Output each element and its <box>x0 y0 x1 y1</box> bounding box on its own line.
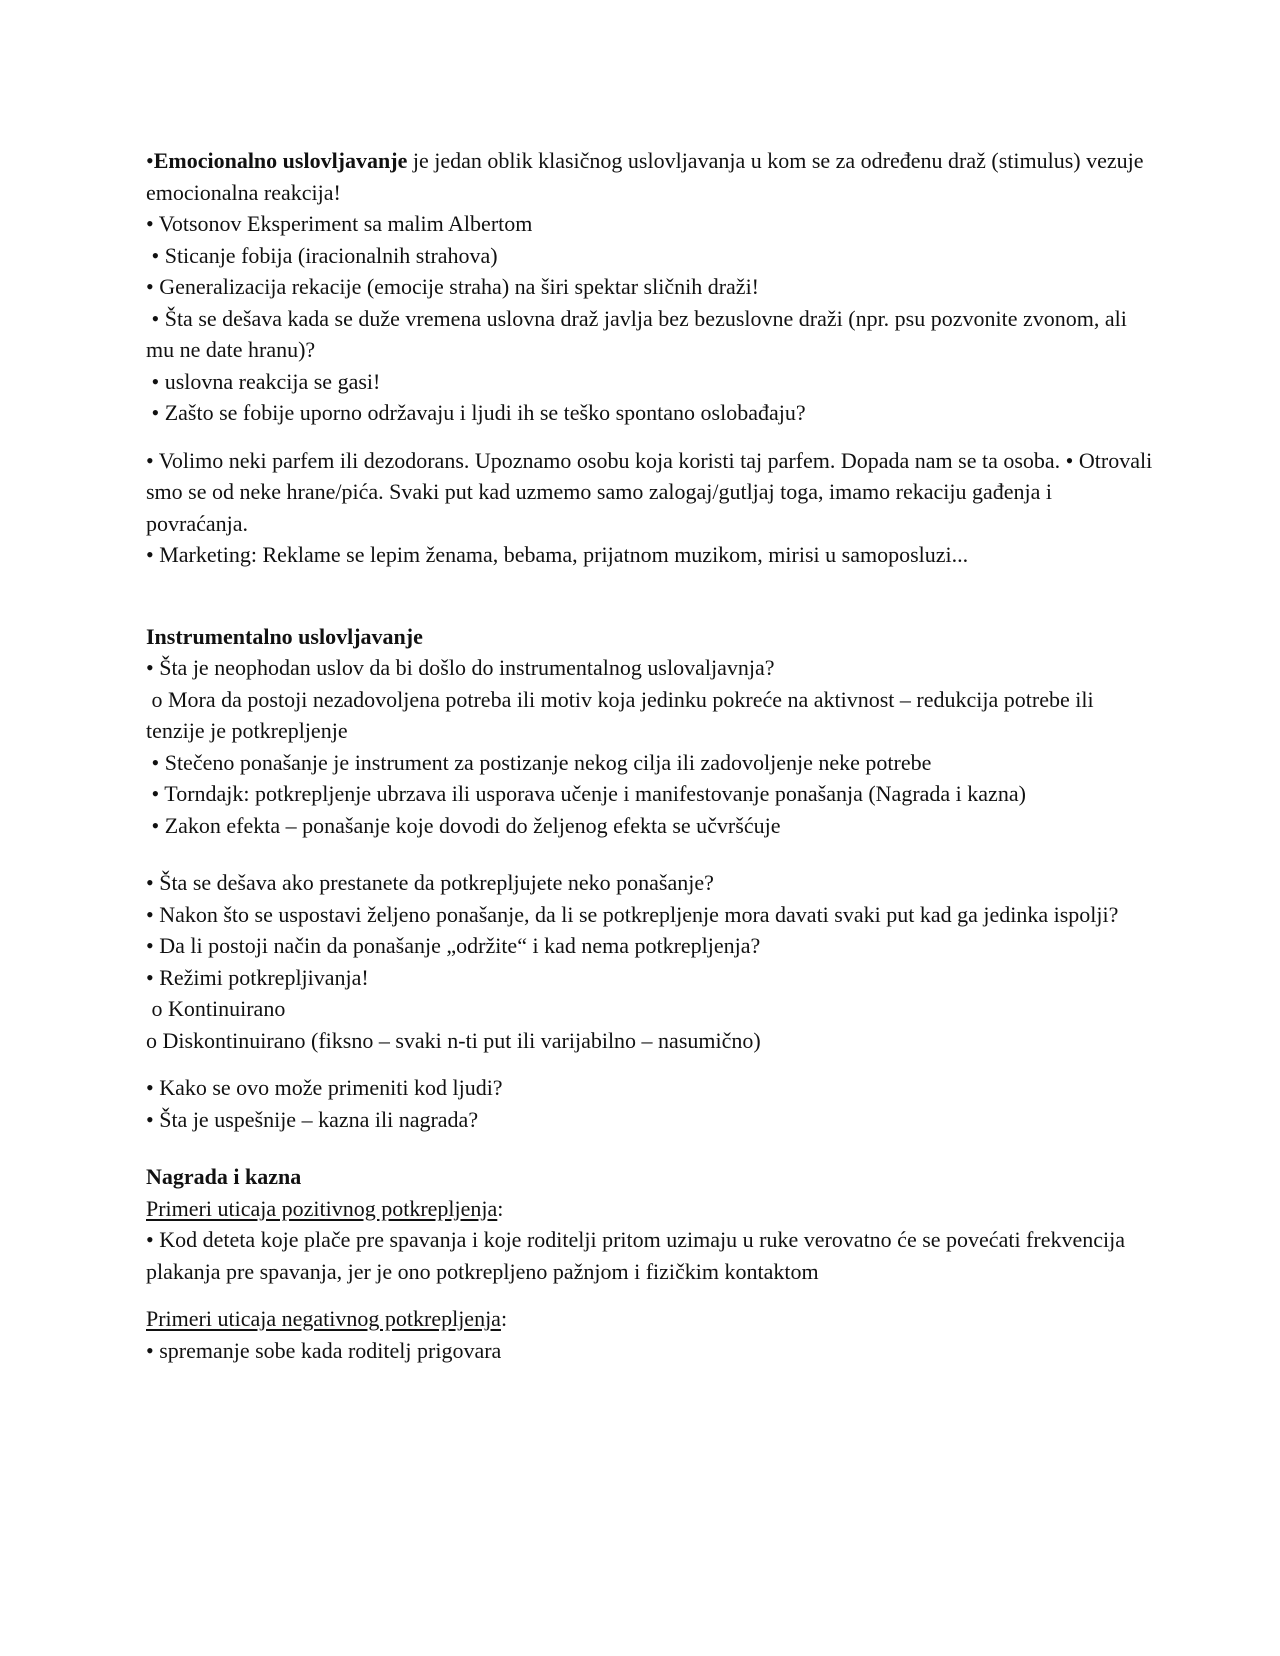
list-item: • Zašto se fobije uporno održavaju i ljudi ih se teško spontano oslobađaju? <box>146 400 806 425</box>
section-heading: Nagrada i kazna <box>146 1164 302 1189</box>
intro-paragraph <box>146 145 1156 208</box>
document-page <box>146 145 1156 1366</box>
list-item: • Zakon efekta – ponašanje koje dovodi do željenog efekta se učvršćuje <box>146 812 781 838</box>
list-item: • Režimi potkrepljivanja! <box>146 964 369 990</box>
list-item: o Diskontinuirano (fiksno – svaki n-ti put ili varijabilno – nasumično) <box>146 1027 761 1053</box>
list-item: • Stečeno ponašanje je instrument za postizanje nekog cilja ili zadovoljenje neke potrebe <box>146 749 932 775</box>
list-item: • Generalizacija rekacije (emocije straha) na širi spektar sličnih draži! <box>146 274 760 299</box>
list-item: • Volimo neki parfem ili dezodorans. Upoznamo osobu koja koristi taj parfem. Dopada nam se ta osoba. • Otrovali smo se od neke hrane/pića. Svaki put kad uzmemo samo zalogaj/gutljaj toga, imamo rekaciju gađenja i povraćanja. <box>146 447 1158 536</box>
label-colon: : <box>497 1195 504 1221</box>
label-colon: : <box>500 1306 508 1331</box>
list-item: • spremanje sobe kada roditelj prigovara <box>146 1337 502 1363</box>
intro-bullet: • <box>146 148 154 173</box>
list-item: • Šta se dešava kada se duže vremena uslovna draž javlja bez bezuslovne draži (npr. psu pozvonite zvonom, ali mu ne date hranu)? <box>146 305 1133 362</box>
list-item: • Votsonov Eksperiment sa malim Albertom <box>146 211 533 236</box>
list-item: • Da li postoji način da ponašanje „održite“ i kad nema potkrepljenja? <box>146 933 761 958</box>
list-item: • Šta je uspešnije – kazna ili nagrada? <box>146 1106 479 1132</box>
list-item: • Šta se dešava ako prestanete da potkrepljujete neko ponašanje? <box>146 870 714 895</box>
list-item: • Sticanje fobija (iracionalnih strahova) <box>146 242 498 268</box>
list-item: • Marketing: Reklame se lepim ženama, bebama, prijatnom muzikom, mirisi u samoposluzi... <box>146 542 969 567</box>
list-item: • Torndajk: potkrepljenje ubrzava ili usporava učenje i manifestovanje ponašanja (Nagrada i kazna) <box>146 781 1026 806</box>
negative-label-text: Primeri uticaja negativnog potkrepljenja <box>146 1306 501 1331</box>
list-item: • Nakon što se uspostavi željeno ponašanje, da li se potkrepljenje mora davati svaki put kad ga jedinka ispolji? <box>146 901 1119 927</box>
section-heading: Instrumentalno uslovljavanje <box>146 623 423 649</box>
list-item: • Kako se ovo može primeniti kod ljudi? <box>146 1075 503 1100</box>
intro-text: je jedan oblik klasičnog uslovljavanja u kom se za određenu draž (stimulus) vezuje emocionalna reakcija! <box>146 148 1150 205</box>
list-item: • Kod deteta koje plače pre spavanja i koje roditelji pritom uzimaju u ruke verovatno će se povećati frekvencija plakanja pre spavanja, jer je ono potkrepljeno pažnjom i fizičkim kontaktom <box>146 1227 1131 1284</box>
list-item: o Kontinuirano <box>146 996 286 1021</box>
section-emocionalno-uslovljavanje <box>146 145 1156 429</box>
section-pitanja-potkrepljenje <box>146 867 1156 1056</box>
list-item: • Šta je neophodan uslov da bi došlo do instrumentalnog uslovaljavnja? <box>146 655 775 680</box>
section-instrumentalno-uslovljavanje <box>146 621 1156 842</box>
positive-examples-label <box>146 1193 1156 1225</box>
positive-label-text: Primeri uticaja pozitivnog potkrepljenja <box>146 1195 498 1221</box>
list-item: • uslovna reakcija se gasi! <box>146 368 381 394</box>
intro-bold-term: Emocionalno uslovljavanje <box>153 148 408 173</box>
section-primena <box>146 1072 1156 1135</box>
section-primeri-uslovljavanja <box>146 445 1156 571</box>
list-item: o Mora da postoji nezadovoljena potreba ili motiv koja jedinku pokreće na aktivnost – redukcija potrebe ili tenzije je potkrepljenje <box>146 686 1100 743</box>
negative-examples-label <box>146 1303 1156 1335</box>
section-nagrada-i-kazna <box>146 1161 1156 1366</box>
